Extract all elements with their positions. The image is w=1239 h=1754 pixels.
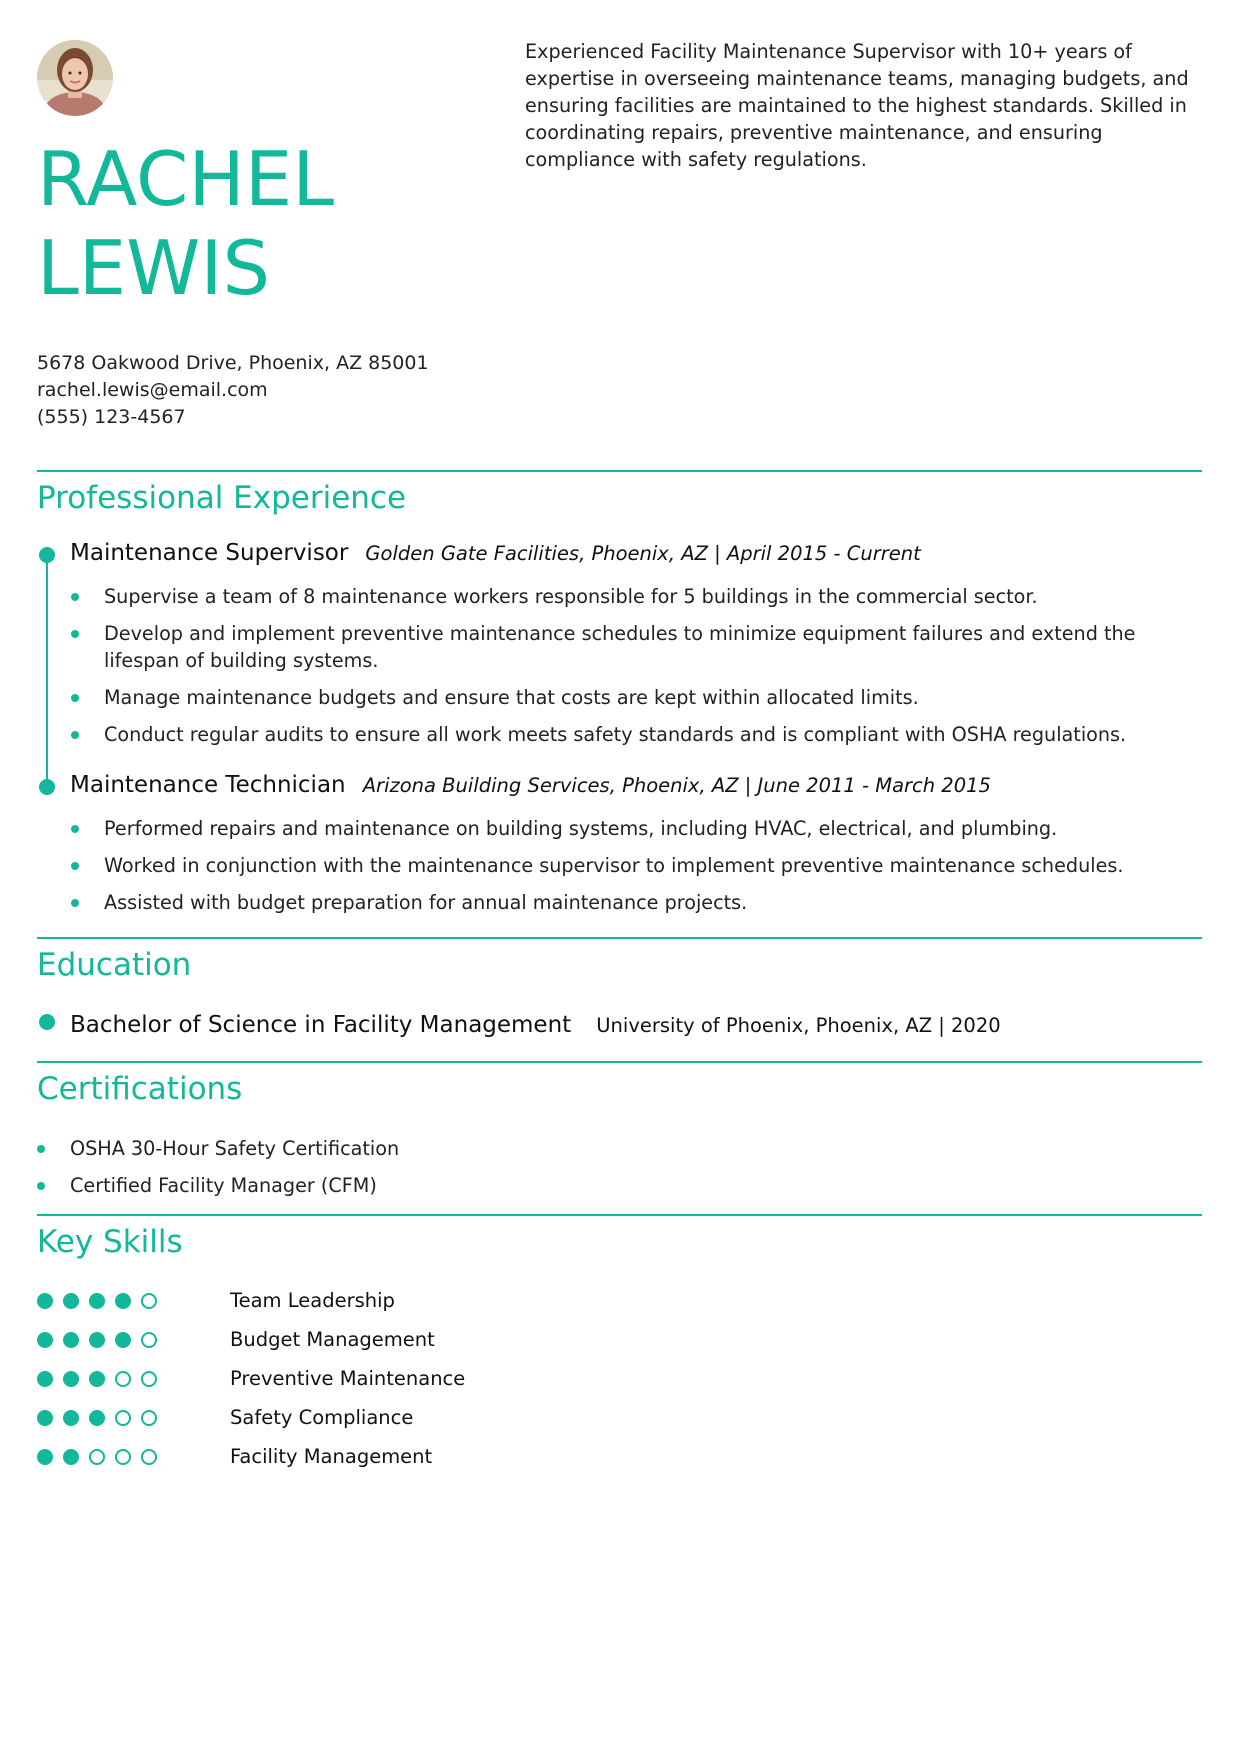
list-item: Assisted with budget preparation for annual maintenance projects. [104,889,1199,916]
bullet-icon [71,899,79,907]
rating-empty-icon [115,1410,131,1426]
section-divider [37,1061,1202,1063]
rating-filled-icon [63,1371,79,1387]
rating-filled-icon [37,1449,53,1465]
avatar [37,40,113,116]
skill-name: Budget Management [230,1328,435,1351]
bullet-icon [71,694,79,702]
list-item: Manage maintenance budgets and ensure that costs are kept within allocated limits. [104,684,1199,711]
rating-empty-icon [141,1371,157,1387]
bullet-icon [71,593,79,601]
bullet-icon [37,1145,45,1153]
rating-filled-icon [63,1410,79,1426]
experience-section-title: Professional Experience [37,480,407,516]
skill-name: Facility Management [230,1445,433,1468]
rating-filled-icon [37,1371,53,1387]
rating-filled-icon [89,1293,105,1309]
skill-name: Preventive Maintenance [230,1367,466,1390]
job-meta: Golden Gate Facilities, Phoenix, AZ | April 2015 - Current [365,542,921,565]
last-name: LEWIS [37,224,271,312]
timeline-dot [39,547,55,563]
skill-rating [37,1371,167,1390]
address: 5678 Oakwood Drive, Phoenix, AZ 85001 [37,352,429,374]
skill-name: Safety Compliance [230,1406,414,1429]
rating-empty-icon [89,1449,105,1465]
list-item: Performed repairs and maintenance on building systems, including HVAC, electrical, and plumbing. [104,815,1199,842]
job-header [70,772,991,798]
rating-filled-icon [115,1332,131,1348]
skill-rating [37,1449,167,1468]
skill-rating [37,1410,167,1429]
certifications-section-title: Certifications [37,1071,243,1107]
rating-empty-icon [141,1410,157,1426]
bullet-icon [71,862,79,870]
skill-name: Team Leadership [230,1289,395,1312]
bullet-icon [37,1182,45,1190]
rating-filled-icon [89,1371,105,1387]
section-divider [37,470,1202,472]
rating-filled-icon [37,1293,53,1309]
timeline-line [46,556,48,792]
rating-empty-icon [141,1449,157,1465]
section-divider [37,937,1202,939]
school-meta: University of Phoenix, Phoenix, AZ | 2020 [596,1014,1001,1037]
rating-filled-icon [63,1449,79,1465]
rating-empty-icon [141,1293,157,1309]
degree: Bachelor of Science in Facility Management [70,1012,572,1038]
education-dot [39,1014,55,1030]
job-bullets [104,815,1199,926]
list-item: Develop and implement preventive maintenance schedules to minimize equipment failures and extend the lifespan of building systems. [104,620,1199,674]
education-entry [70,1012,1001,1038]
first-name: RACHEL [37,135,334,223]
rating-filled-icon [89,1332,105,1348]
rating-empty-icon [141,1332,157,1348]
bullet-icon [71,731,79,739]
rating-empty-icon [115,1371,131,1387]
list-item: Conduct regular audits to ensure all work meets safety standards and is compliant with OSHA regulations. [104,721,1199,748]
rating-filled-icon [115,1293,131,1309]
list-item: OSHA 30-Hour Safety Certification [70,1135,399,1162]
bullet-icon [71,825,79,833]
contact-info [37,350,429,431]
list-item: Supervise a team of 8 maintenance workers responsible for 5 buildings in the commercial sector. [104,583,1199,610]
rating-filled-icon [63,1332,79,1348]
skill-rating [37,1332,167,1351]
job-meta: Arizona Building Services, Phoenix, AZ | June 2011 - March 2015 [362,774,991,797]
rating-filled-icon [63,1293,79,1309]
timeline-dot [39,779,55,795]
skills-section-title: Key Skills [37,1224,183,1260]
email: rachel.lewis@email.com [37,379,268,401]
rating-filled-icon [89,1410,105,1426]
job-bullets [104,583,1199,758]
job-title: Maintenance Technician [70,772,346,798]
skill-rating [37,1293,167,1312]
profile-summary: Experienced Facility Maintenance Supervisor with 10+ years of expertise in overseeing maintenance teams, managing budgets, and ensuring facilities are maintained to the highest standards. Skilled in coordinating repairs, preventive maintenance, and ensuring compliance with safety regulations. [525,40,1189,171]
education-section-title: Education [37,947,192,983]
certifications-list [70,1135,399,1209]
phone: (555) 123-4567 [37,406,186,428]
job-header [70,540,921,566]
candidate-name [37,135,334,313]
list-item: Worked in conjunction with the maintenance supervisor to implement preventive maintenance schedules. [104,852,1199,879]
list-item: Certified Facility Manager (CFM) [70,1172,399,1199]
rating-empty-icon [115,1449,131,1465]
bullet-icon [71,630,79,638]
rating-filled-icon [37,1332,53,1348]
section-divider [37,1214,1202,1216]
rating-filled-icon [37,1410,53,1426]
job-title: Maintenance Supervisor [70,540,349,566]
